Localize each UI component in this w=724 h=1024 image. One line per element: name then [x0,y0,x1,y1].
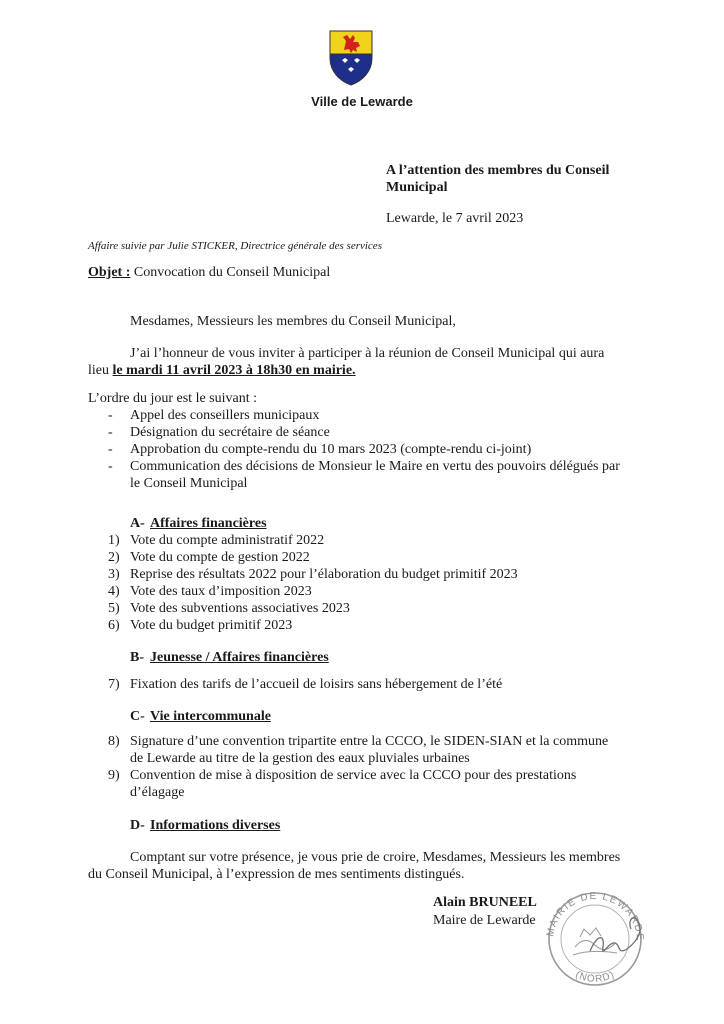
list-item-text: Fixation des tarifs de l’accueil de loisirs sans hébergement de l’été [130,677,503,692]
closing-line-1: Comptant sur votre présence, je vous prie de croire, Mesdames, Messieurs les membres [130,850,621,865]
list-item-text: Vote du compte administratif 2022 [130,533,325,548]
svg-text:MAIRIE DE LEWARDE: MAIRIE DE LEWARDE [545,890,646,943]
signatory-name: Alain BRUNEEL [433,895,537,910]
item-number: 5) [108,601,120,616]
list-item-text: Vote des taux d’imposition 2023 [130,584,312,599]
signatory-title: Maire de Lewarde [433,913,536,928]
item-number: 3) [108,567,120,582]
list-item-continuation: le Conseil Municipal [130,476,248,491]
svg-text:(NORD): (NORD) [573,969,617,985]
list-marker: - [108,459,113,474]
item-number: 2) [108,550,120,565]
subject-text: Convocation du Conseil Municipal [133,265,331,280]
list-item-continuation: de Lewarde au titre de la gestion des eaux pluviales urbaines [130,751,470,766]
invitation-line-2 [88,362,356,379]
agenda-intro: L’ordre du jour est le suivant : [88,391,258,406]
crest-icon [329,30,373,86]
subject-line [88,264,330,281]
followed-by: Affaire suivie par Julie STICKER, Directrice générale des services [88,240,382,252]
list-item-text: Vote du compte de gestion 2022 [130,550,310,565]
list-item-text: Vote des subventions associatives 2023 [130,601,350,616]
recipient-line-1: A l’attention des membres du Conseil [386,163,610,178]
item-number: 6) [108,618,120,633]
town-crest [329,30,373,86]
list-item-text: Convention de mise à disposition de service avec la CCCO pour des prestations [130,768,577,783]
list-item-text: Vote du budget primitif 2023 [130,618,293,633]
section-title: Jeunesse / Affaires financières [150,650,329,665]
section-title: Affaires financières [150,516,267,531]
closing-line-2: du Conseil Municipal, à l’expression de mes sentiments distingués. [88,867,465,882]
section-title: Informations diverses [150,818,281,833]
list-marker: - [108,408,113,423]
stamp-icon [535,885,655,990]
section-letter: D- [130,818,145,833]
place-date: Lewarde, le 7 avril 2023 [386,211,524,226]
meeting-date: le mardi 11 avril 2023 à 18h30 en mairie. [112,363,356,378]
section-title: Vie intercommunale [150,709,271,724]
list-marker: - [108,442,113,457]
invitation-line-1: J’ai l’honneur de vous inviter à participer à la réunion de Conseil Municipal qui aura [130,346,605,361]
list-item-continuation: d’élagage [130,785,185,800]
town-name: Ville de Lewarde [311,94,413,109]
list-item-text: Reprise des résultats 2022 pour l’élaboration du budget primitif 2023 [130,567,518,582]
item-number: 9) [108,768,120,783]
list-item-text: Communication des décisions de Monsieur le Maire en vertu des pouvoirs délégués par [130,459,620,474]
official-stamp [535,885,655,990]
salutation: Mesdames, Messieurs les membres du Conseil Municipal, [130,314,456,329]
item-number: 4) [108,584,120,599]
subject-label: Objet : [88,265,131,280]
list-item-text: Approbation du compte-rendu du 10 mars 2023 (compte-rendu ci-joint) [130,442,532,457]
list-marker: - [108,425,113,440]
list-item-text: Désignation du secrétaire de séance [130,425,330,440]
recipient-line-2: Municipal [386,180,448,195]
item-number: 7) [108,677,120,692]
list-item-text: Signature d’une convention tripartite entre la CCCO, le SIDEN-SIAN et la commune [130,734,609,749]
section-letter: B- [130,650,144,665]
section-letter: A- [130,516,145,531]
item-number: 8) [108,734,120,749]
list-item-text: Appel des conseillers municipaux [130,408,320,423]
section-letter: C- [130,709,145,724]
invitation-prefix: lieu [88,363,109,378]
item-number: 1) [108,533,120,548]
